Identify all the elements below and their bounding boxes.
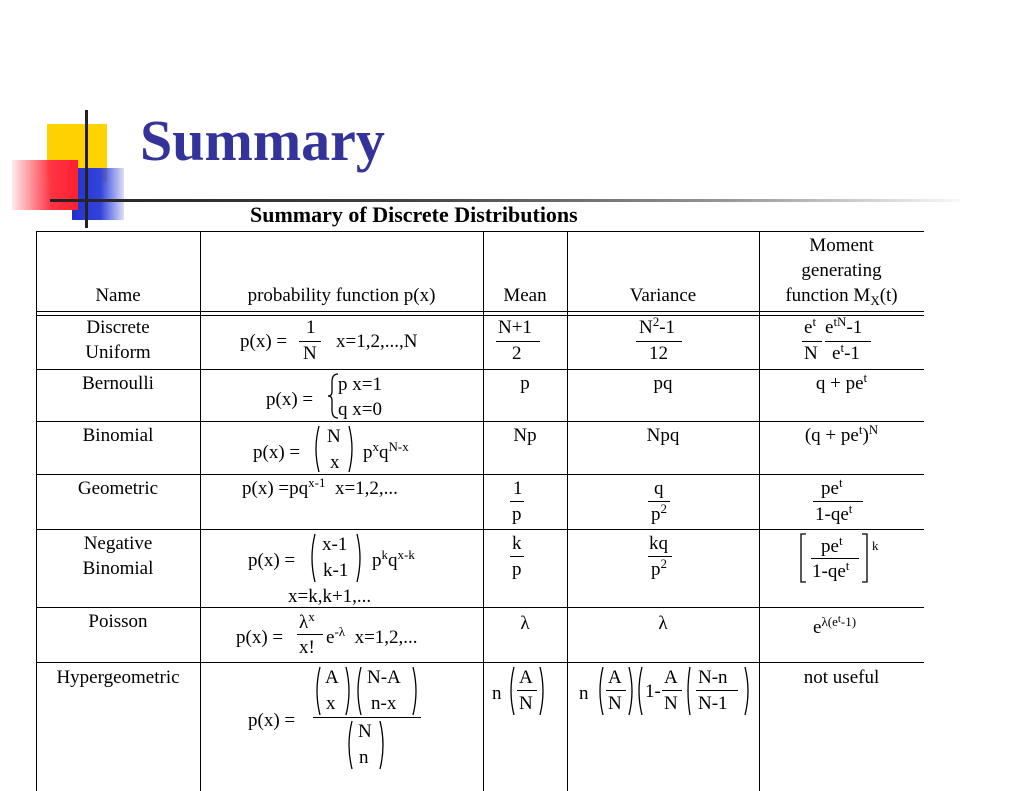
row-bernoulli-variance: pq (653, 373, 673, 394)
table-border-top (36, 231, 924, 232)
ornament-vertical-line (85, 110, 88, 228)
table-caption: Summary of Discrete Distributions (250, 202, 578, 227)
paren-divider-icon (687, 665, 691, 717)
header-mgf-line2: generating (801, 260, 882, 281)
row-binomial-name: Binomial (82, 425, 154, 446)
row-poisson-name: Poisson (88, 611, 148, 632)
row-bernoulli-name: Bernoulli (82, 373, 154, 394)
row-poisson-variance: λ (658, 613, 668, 634)
row-geometric-name: Geometric (77, 478, 159, 499)
row-binomial-mean: Np (513, 425, 537, 446)
header-mgf (759, 233, 924, 309)
row-rule (36, 662, 924, 663)
row-binomial-variance: Npq (646, 425, 680, 446)
row-rule (36, 474, 924, 475)
header-mgf-line1: Moment (809, 235, 874, 256)
row-rule (36, 607, 924, 608)
row-uniform-name: Discrete Uniform (85, 317, 151, 363)
col-rule (567, 231, 568, 791)
row-binomial-mgf: $(q + pe^t)^N$ (804, 422, 879, 446)
col-rule (759, 231, 760, 791)
row-hypergeometric-mgf: not useful (803, 667, 880, 688)
header-mean: Mean (503, 285, 547, 306)
col-rule (200, 231, 201, 791)
header-name: Name (95, 285, 141, 306)
header-variance: Variance (629, 285, 697, 306)
row-rule (36, 421, 924, 422)
distributions-table: Name probability function p(x) Mean Variance Moment generating function $M_X(t)$ Discrete Uniform p(x) = 1 N x=1,2,...,N N+1 2 $N^2-1$ 12 $e^t$ N $e^{tN}-1$ $e^t-1$ Bernoulli p(x) = p x=1 q x=0 p pq $q + pe^t$ Binomial p(x) = N x $p^xq^{N-x}$ Np Npq $(q + pe^t)^N$ Geometric $p(x) =pq^{x-1}$ x=1,2,... 1 p q $p^2$ $pe^t$ $1-qe^t$ Negative Binomial p(x) = x-1 k-1 $p^kq^{x-k}$ x=k,k+1,... k p kq $p^2$ $pe^t$ $1-qe^t$ k Poisson p(x) = $\lambda^x$ x! $e^{-\lambda}$ x=1,2,... λ λ $e^{\lambda(et-1)}$ Hypergeometric p(x) = A x N-A n-x N n n A N n A N 1- A N N-n N-1 not useful (36, 231, 924, 791)
row-rule (36, 529, 924, 530)
row-negbinomial-name: Negative Binomial (82, 533, 154, 579)
header-rule-1 (36, 311, 924, 312)
header-mgf-line3: function $M_X(t)$ (785, 285, 898, 308)
ornament-blue-square (72, 168, 124, 220)
row-hypergeometric-name: Hypergeometric (56, 667, 180, 688)
row-rule (36, 369, 924, 370)
row-bernoulli-mgf: $q + pe^t$ (815, 370, 868, 394)
col-rule (483, 231, 484, 791)
row-poisson-mean: λ (520, 613, 530, 634)
header-probability-function: probability function p(x) (247, 285, 436, 306)
ornament-red-square (12, 160, 78, 210)
row-bernoulli-mean: p (520, 373, 530, 394)
slide-title: Summary (140, 108, 385, 173)
